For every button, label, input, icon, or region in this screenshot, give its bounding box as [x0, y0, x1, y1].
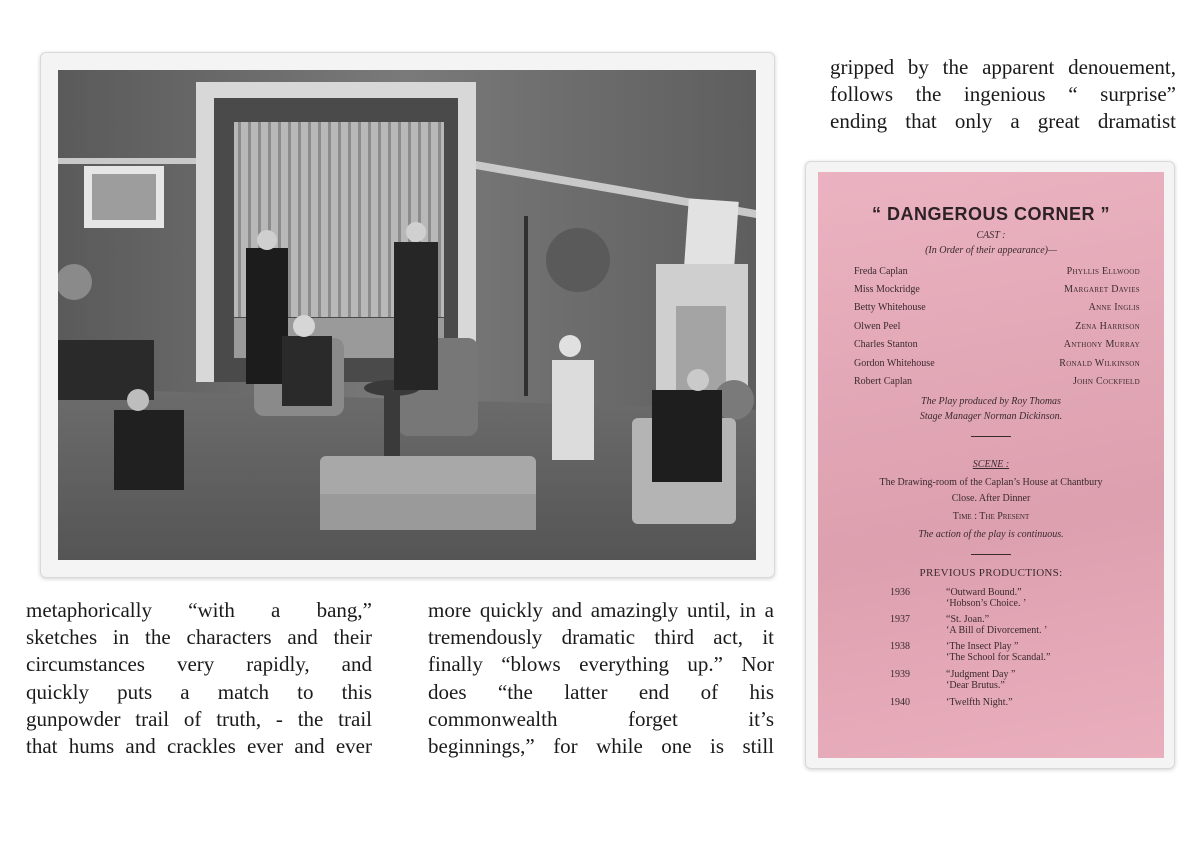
cast-actor: Anthony Murray — [1063, 339, 1140, 350]
production-titles — [946, 614, 1047, 636]
text-line: does “the latter end of his — [428, 679, 774, 704]
production-titles — [946, 587, 1026, 609]
production-year: 1939 — [890, 669, 910, 680]
cast-row — [854, 302, 1140, 316]
text-line: sketches in the characters and their — [26, 625, 372, 650]
production-titles — [946, 697, 1013, 708]
text-line: more quickly and amazingly until, in a — [428, 598, 774, 622]
production-title: “Outward Bound.” — [946, 587, 1022, 598]
text-column-2 — [428, 597, 774, 760]
cast-role: Charles Stanton — [854, 339, 918, 350]
cast-role: Freda Caplan — [854, 266, 908, 277]
stage-photograph — [58, 70, 756, 560]
production-year: 1936 — [890, 587, 910, 598]
text-line: circumstances very rapidly, and — [26, 652, 372, 677]
scene-line: The Drawing-room of the Caplan’s House at Chantbury — [879, 477, 1103, 488]
stage-manager: Stage Manager Norman Dickinson. — [919, 411, 1063, 422]
continuous-note: The action of the play is continuous. — [918, 529, 1064, 540]
cast-role: Miss Mockridge — [854, 284, 920, 295]
production-title: ‘Dear Brutus.” — [946, 680, 1005, 691]
cast-row — [854, 358, 1140, 372]
programme-title: “ DANGEROUS CORNER ” — [871, 204, 1110, 224]
photo-frame — [40, 52, 775, 578]
cast-row — [854, 376, 1140, 390]
production-titles — [946, 641, 1050, 663]
produced-by: The Play produced by Roy Thomas — [921, 396, 1061, 407]
programme-frame — [805, 161, 1175, 769]
scene-label: SCENE : — [972, 459, 1010, 470]
text-line: beginnings,” for while one is still — [428, 734, 774, 759]
stage-scene-illustration — [58, 70, 756, 560]
text-line: quickly puts a match to this — [26, 679, 372, 704]
text-line: that hums and crackles ever and ever — [26, 734, 372, 759]
production-year: 1938 — [890, 641, 910, 652]
production-title: ‘The School for Scandal.” — [946, 652, 1051, 663]
text-line: commonwealth forget it’s — [428, 706, 774, 731]
production-title: ‘Hobson’s Choice. ’ — [946, 598, 1027, 609]
text-line: metaphorically “with a bang,” — [26, 598, 372, 622]
cast-role: Gordon Whitehouse — [854, 358, 935, 369]
text-column-3 — [830, 54, 1176, 136]
divider — [971, 554, 1011, 555]
production-title: ‘The Insect Play ” — [946, 641, 1019, 652]
production-year: 1940 — [890, 697, 910, 708]
previous-productions-label: PREVIOUS PRODUCTIONS: — [919, 567, 1063, 579]
cast-row — [854, 321, 1140, 335]
production-titles — [946, 669, 1015, 691]
cast-actor: Ronald Wilkinson — [1059, 358, 1140, 369]
cast-actor: Phyllis Ellwood — [1066, 266, 1140, 277]
production-title: ‘Twelfth Night.” — [946, 697, 1013, 708]
cast-role: Olwen Peel — [854, 321, 901, 332]
programme-card — [818, 172, 1164, 758]
cast-row — [854, 339, 1140, 353]
production-title: “Judgment Day ” — [946, 669, 1016, 680]
cast-actor: Margaret Davies — [1064, 284, 1140, 295]
order-note: (In Order of their appearance)— — [925, 245, 1057, 256]
cast-role: Robert Caplan — [854, 376, 913, 387]
text-line: finally “blows everything up.” Nor — [428, 652, 774, 677]
time-line: Time : The Present — [952, 511, 1030, 522]
scene-line: Close. After Dinner — [951, 493, 1031, 504]
divider — [971, 436, 1011, 437]
cast-actor: Zena Harrison — [1075, 321, 1140, 332]
text-line: follows the ingenious “ surprise” — [830, 82, 1176, 107]
text-line: gripped by the apparent denouement, — [830, 55, 1176, 79]
text-line: tremendously dramatic third act, it — [428, 625, 774, 650]
cast-actor: Anne Inglis — [1088, 302, 1140, 313]
text-line: gunpowder trail of truth, - the trail — [26, 706, 372, 731]
cast-label: CAST : — [976, 230, 1006, 241]
production-year: 1937 — [890, 614, 910, 625]
cast-actor: John Cockfield — [1072, 376, 1140, 387]
production-title: ‘A Bill of Divorcement. ’ — [946, 625, 1048, 636]
cast-row — [854, 266, 1140, 280]
cast-role: Betty Whitehouse — [854, 302, 926, 313]
cast-row — [854, 284, 1140, 298]
text-line: ending that only a great dramatist — [830, 109, 1176, 134]
production-title: “St. Joan.” — [946, 614, 990, 625]
text-column-1 — [26, 597, 372, 760]
